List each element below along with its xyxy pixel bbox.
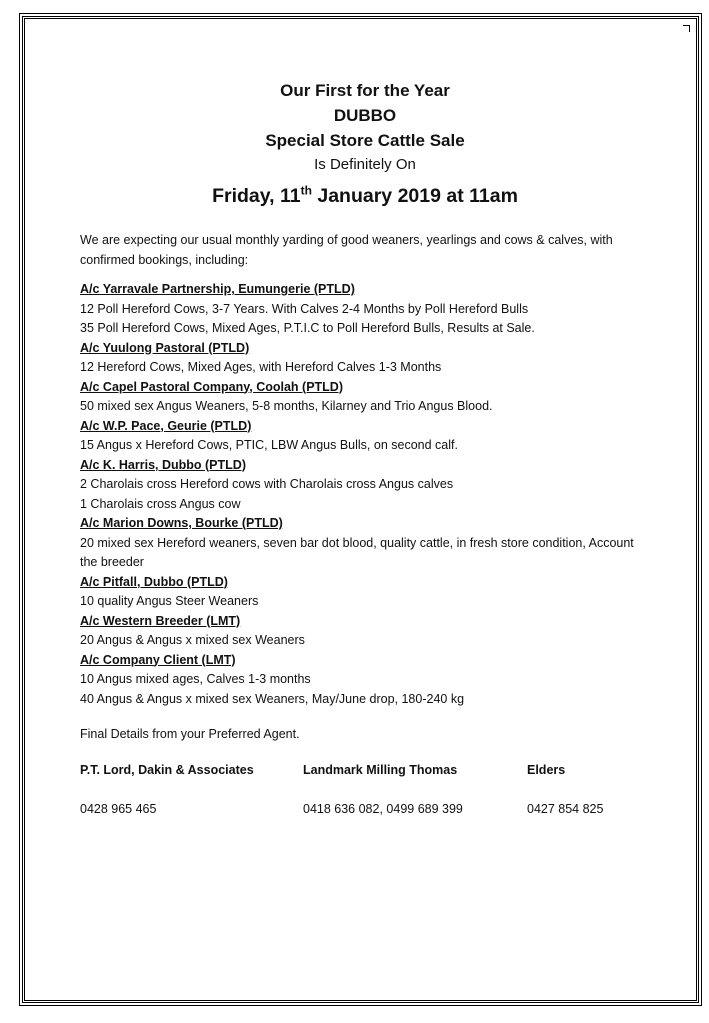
booking-line: 12 Hereford Cows, Mixed Ages, with Hereford Calves 1-3 Months: [80, 360, 442, 374]
agent-column: [80, 761, 303, 820]
account-title: A/c Company Client (LMT): [80, 652, 236, 667]
agent-name: P.T. Lord, Dakin & Associates: [80, 762, 254, 777]
account-title: A/c Yuulong Pastoral (PTLD): [80, 340, 250, 355]
account-title: A/c Western Breeder (LMT): [80, 613, 241, 628]
agent-phone: 0427 854 825: [527, 802, 604, 816]
bookings-list: [80, 280, 650, 709]
booking-entry: [80, 514, 650, 573]
final-details: Final Details from your Preferred Agent.: [80, 727, 300, 741]
agent-phone: 0418 636 082, 0499 689 399: [303, 802, 463, 816]
booking-line: 12 Poll Hereford Cows, 3-7 Years. With Calves 2-4 Months by Poll Hereford Bulls: [80, 301, 529, 316]
sale-date-prefix: Friday, 11: [212, 185, 301, 207]
agent-name: Elders: [527, 762, 566, 777]
booking-line: 2 Charolais cross Hereford cows with Charolais cross Angus calves: [80, 477, 454, 491]
booking-line: 50 mixed sex Angus Weaners, 5-8 months, Kilarney and Trio Angus Blood.: [80, 399, 493, 413]
booking-line: 20 mixed sex Hereford weaners, seven bar dot blood, quality cattle, in fresh store condition, Account the breeder: [80, 535, 634, 569]
account-title: A/c Capel Pastoral Company, Coolah (PTLD): [80, 379, 344, 394]
account-title: A/c K. Harris, Dubbo (PTLD): [80, 457, 246, 472]
booking-line: 20 Angus & Angus x mixed sex Weaners: [80, 633, 305, 647]
booking-entry: [80, 612, 650, 651]
title-sale: Special Store Cattle Sale: [265, 131, 465, 150]
agent-column: [527, 761, 647, 820]
document-body: [80, 78, 650, 820]
agent-name: Landmark Milling Thomas: [303, 762, 458, 777]
account-title: A/c Marion Downs, Bourke (PTLD): [80, 516, 283, 530]
booking-entry: [80, 651, 650, 710]
sale-date-ordinal: th: [300, 183, 312, 198]
booking-entry: [80, 280, 650, 339]
booking-entry: [80, 378, 650, 417]
booking-line: 15 Angus x Hereford Cows, PTIC, LBW Angus Bulls, on second calf.: [80, 438, 458, 452]
booking-entry: [80, 417, 650, 456]
corner-mark: [683, 25, 690, 32]
title-location: DUBBO: [333, 106, 397, 125]
booking-line: 10 Angus mixed ages, Calves 1-3 months: [80, 672, 311, 686]
booking-line: 1 Charolais cross Angus cow: [80, 496, 241, 511]
booking-line: 35 Poll Hereford Cows, Mixed Ages, P.T.I.C to Poll Hereford Bulls, Results at Sale.: [80, 321, 535, 335]
account-title: A/c Pitfall, Dubbo (PTLD): [80, 574, 228, 589]
booking-entry: [80, 339, 650, 378]
title-status: Is Definitely On: [314, 156, 416, 173]
agents-table: [80, 761, 650, 820]
account-title: A/c W.P. Pace, Geurie (PTLD): [80, 418, 252, 433]
sale-date-suffix: January 2019 at 11am: [311, 185, 518, 207]
title-line-1: Our First for the Year: [280, 81, 450, 100]
intro-paragraph: We are expecting our usual monthly yarding of good weaners, yearlings and cows & calves, with confirmed bookings, including:: [80, 233, 613, 267]
agent-column: [303, 761, 527, 820]
sale-date: [80, 181, 650, 211]
booking-entry: [80, 456, 650, 515]
agent-phone: 0428 965 465: [80, 802, 157, 816]
booking-line: 10 quality Angus Steer Weaners: [80, 594, 259, 608]
booking-line: 40 Angus & Angus x mixed sex Weaners, May/June drop, 180-240 kg: [80, 691, 465, 706]
account-title: A/c Yarravale Partnership, Eumungerie (PTLD): [80, 282, 355, 296]
booking-entry: [80, 573, 650, 612]
